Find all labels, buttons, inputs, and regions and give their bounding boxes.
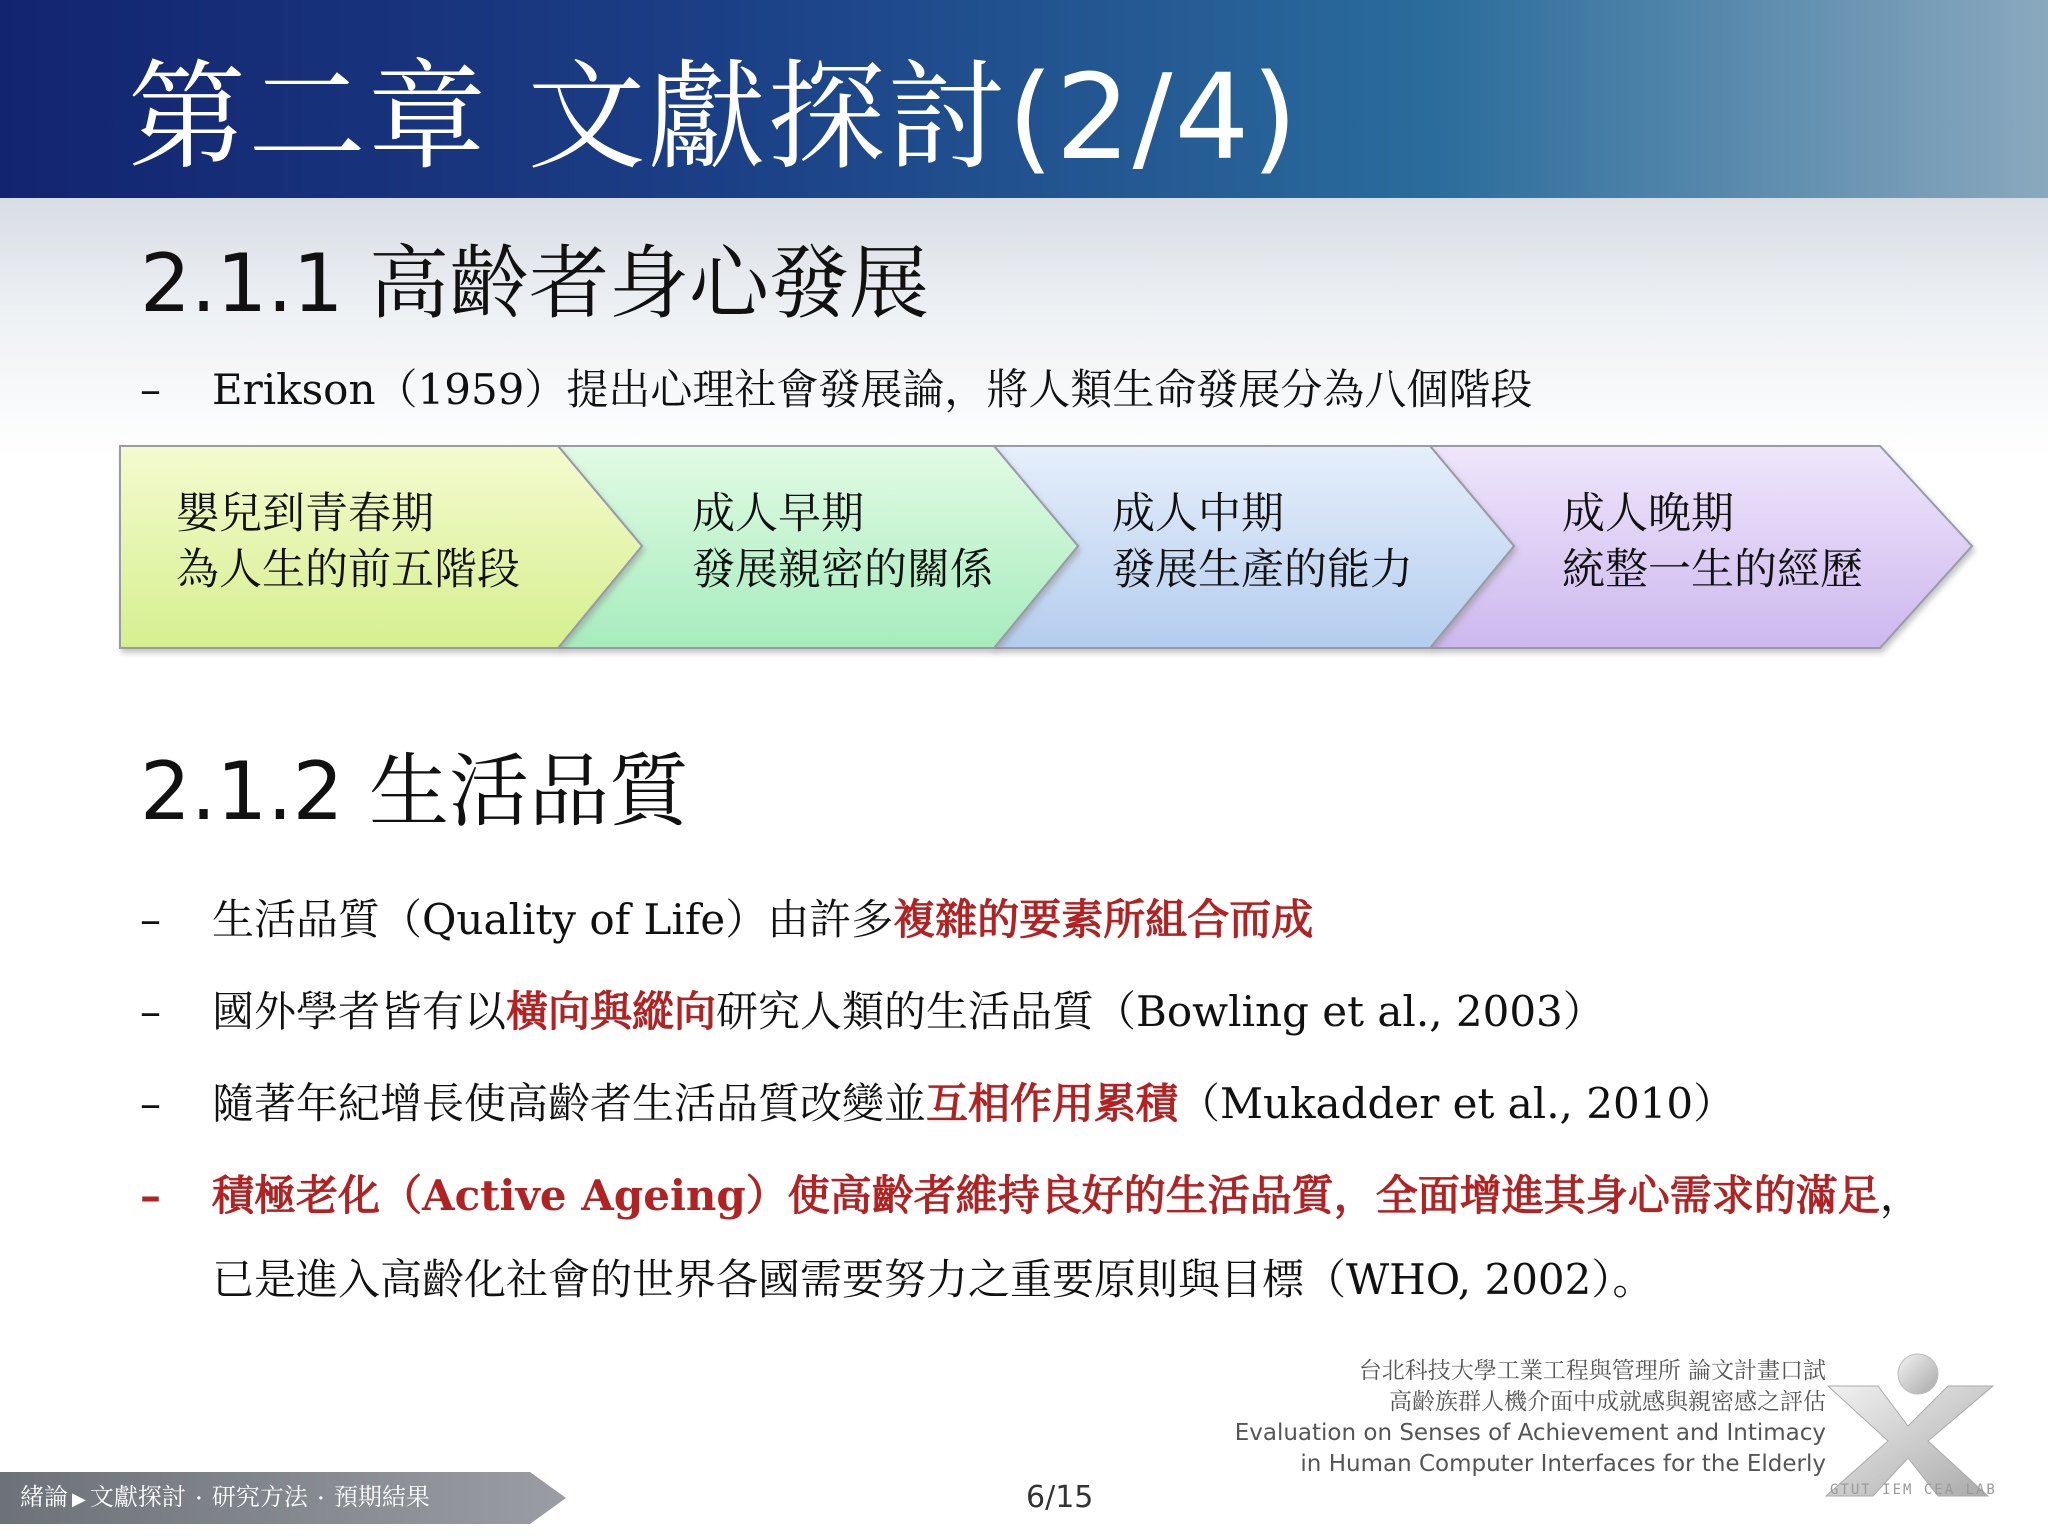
stage-1 bbox=[176, 486, 520, 598]
lab-name: GTUT IEM CEA LAB bbox=[1830, 1482, 1997, 1498]
nav-arrow-icon: ▶ bbox=[72, 1489, 86, 1510]
page-number: 6/15 bbox=[1026, 1480, 1094, 1515]
bullet-qol-2 bbox=[140, 982, 1605, 1042]
section-heading-1: 2.1.1 高齡者身心發展 bbox=[140, 237, 929, 330]
footer-line-3: Evaluation on Senses of Achievement and Intimacy bbox=[1234, 1420, 1826, 1446]
bullet-qol-1 bbox=[140, 890, 1313, 950]
bullet-post: 研究人類的生活品質（Bowling et al., 2003） bbox=[716, 987, 1605, 1036]
footer-line-2: 高齡族群人機介面中成就感與親密感之評估 bbox=[1389, 1389, 1826, 1415]
bullet-pre: 隨著年紀增長使高齡者生活品質改變並 bbox=[212, 1079, 927, 1128]
bullet-dash: – bbox=[140, 1171, 161, 1220]
nav-dot: ・ bbox=[311, 1489, 330, 1510]
section-heading-2: 2.1.2 生活品質 bbox=[140, 745, 689, 838]
footer-info bbox=[1235, 1356, 1826, 1480]
bullet-text: Erikson（1959）提出心理社會發展論，將人類生命發展分為八個階段 bbox=[212, 365, 1533, 414]
bullet-erikson bbox=[140, 360, 1532, 420]
bullet-dash: – bbox=[140, 1079, 161, 1128]
stage-4-line1: 成人晚期 bbox=[1562, 489, 1734, 539]
bullet-pre: 生活品質（Quality of Life）由許多 bbox=[212, 895, 894, 944]
bullet-emphasis: 積極老化（Active Ageing）使高齡者維持良好的生活品質，全面增進其身心需求的滿足 bbox=[212, 1171, 1880, 1220]
section-nav bbox=[20, 1479, 430, 1518]
bullet-post: ， bbox=[1879, 1171, 1922, 1220]
bullet-dash: – bbox=[140, 987, 161, 1036]
bullet-emphasis: 互相作用累積 bbox=[926, 1079, 1179, 1128]
nav-item-intro[interactable]: 緒論 bbox=[20, 1483, 68, 1511]
bullet-emphasis: 橫向與縱向 bbox=[506, 987, 717, 1036]
stage-2 bbox=[692, 486, 993, 598]
bullet-pre: 國外學者皆有以 bbox=[212, 987, 507, 1036]
bullet-emphasis: 複雜的要素所組合而成 bbox=[893, 895, 1314, 944]
bullet-dash: – bbox=[140, 895, 161, 944]
stage-4-line2: 統整一生的經歷 bbox=[1562, 545, 1863, 595]
stage-2-line2: 發展親密的關係 bbox=[692, 545, 993, 595]
nav-item-results[interactable]: 預期結果 bbox=[333, 1483, 430, 1511]
stage-3-line2: 發展生產的能力 bbox=[1112, 545, 1413, 595]
nav-item-method[interactable]: 研究方法 bbox=[211, 1483, 308, 1511]
nav-item-literature[interactable]: 文獻探討 bbox=[89, 1483, 186, 1511]
bullet-qol-3 bbox=[140, 1074, 1735, 1134]
bullet-qol-4 bbox=[140, 1166, 1922, 1226]
stage-4 bbox=[1562, 486, 1863, 598]
footer-line-1: 台北科技大學工業工程與管理所 論文計畫口試 bbox=[1358, 1358, 1826, 1384]
stage-3 bbox=[1112, 486, 1413, 598]
stage-3-line1: 成人中期 bbox=[1112, 489, 1284, 539]
stage-2-line1: 成人早期 bbox=[692, 489, 864, 539]
bullet-qol-4-continuation: 已是進入高齡化社會的世界各國需要努力之重要原則與目標（WHO, 2002）。 bbox=[212, 1255, 1655, 1304]
footer-line-4: in Human Computer Interfaces for the Elderly bbox=[1300, 1451, 1826, 1477]
bullet-dash: – bbox=[140, 365, 161, 414]
stage-flow-diagram bbox=[118, 442, 1978, 658]
stage-1-line1: 嬰兒到青春期 bbox=[176, 489, 434, 539]
slide-title: 第二章 文獻探討(2/4) bbox=[128, 48, 1300, 186]
stage-1-line2: 為人生的前五階段 bbox=[176, 545, 520, 595]
nav-dot: ・ bbox=[189, 1489, 208, 1510]
bullet-post: （Mukadder et al., 2010） bbox=[1178, 1079, 1736, 1128]
